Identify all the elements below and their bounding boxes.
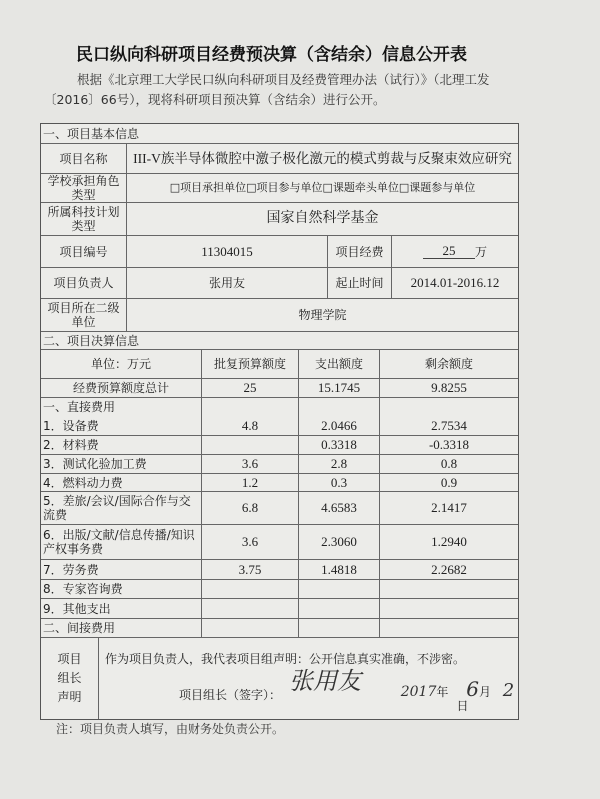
total-budget: 25	[201, 379, 298, 397]
remaining-cell: 0.9	[379, 474, 518, 491]
label-dept: 项目所在二级单位	[47, 301, 120, 329]
col-header: 批复预算额度	[201, 350, 298, 378]
budget-cell	[201, 599, 298, 618]
label-number: 项目编号	[59, 244, 108, 259]
project-name: III-V族半导体微腔中激子极化激元的模式剪裁与反聚束效应研究	[126, 144, 518, 173]
plan-value: 国家自然科学基金	[126, 203, 518, 235]
dept-value: 物理学院	[126, 299, 518, 331]
item-label: 3．测试化验加工费	[43, 457, 147, 471]
table-row	[41, 524, 518, 559]
label-project-name: 项目名称	[59, 151, 108, 166]
remaining-cell: 2.2682	[379, 560, 518, 579]
budget-cell: 4.8	[201, 416, 298, 435]
total-spent: 15.1745	[298, 379, 379, 397]
label-funds: 项目经费	[327, 236, 391, 267]
table-row	[41, 416, 518, 435]
spent-cell: 4.6583	[298, 492, 379, 524]
table-row	[41, 454, 518, 473]
project-number: 11304015	[126, 236, 327, 267]
budget-cell	[201, 436, 298, 454]
footnote: 注：项目负责人填写，由财务处负责公开。	[56, 722, 285, 736]
label-role: 学校承担角色类型	[47, 174, 120, 202]
remaining-cell: 2.7534	[379, 416, 518, 435]
budget-cell: 3.6	[201, 525, 298, 559]
leader-value: 张用友	[126, 268, 327, 298]
budget-cell: 1.2	[201, 474, 298, 491]
spent-cell: 2.0466	[298, 416, 379, 435]
funds-unit: 万	[474, 244, 487, 259]
item-label: 6．出版/文献/信息传播/知识产权事务费	[43, 528, 195, 556]
budget-cell: 6.8	[201, 492, 298, 524]
budget-cell: 3.6	[201, 455, 298, 473]
spent-cell: 0.3318	[298, 436, 379, 454]
table-row	[41, 559, 518, 579]
indirect-heading: 二、间接费用	[43, 621, 116, 635]
col-header: 支出额度	[298, 350, 379, 378]
budget-cell	[201, 580, 298, 598]
total-remaining: 9.8255	[379, 379, 518, 397]
declaration-label: 项目组长声明	[57, 652, 82, 704]
item-label: 4．燃料动力费	[43, 475, 123, 490]
item-label: 2．材料费	[43, 438, 99, 452]
col-header: 单位：万元	[90, 357, 151, 371]
intro-paragraph: 根据《北京理工大学民口纵向科研项目及经费管理办法（试行）》（北理工发〔2016〕66号），现将科研项目预决算（含结余）进行公开。	[44, 72, 490, 107]
handwritten-signature: 张用友	[289, 667, 361, 695]
funds-value: 25	[423, 244, 475, 259]
role-value: □项目承担单位□项目参与单位□课题牵头单位□课题参与单位	[126, 174, 518, 202]
spent-cell: 2.3060	[298, 525, 379, 559]
label-plan: 所属科技计划类型	[47, 205, 120, 233]
spent-cell: 0.3	[298, 474, 379, 491]
spent-cell: 1.4818	[298, 560, 379, 579]
remaining-cell: 0.8	[379, 455, 518, 473]
sign-label: 项目组长（签字）：	[179, 688, 282, 702]
table-row	[41, 473, 518, 491]
period-value: 2014.01-2016.12	[391, 268, 518, 298]
remaining-cell: -0.3318	[379, 436, 518, 454]
spent-cell	[298, 599, 379, 618]
total-label: 经费预算额度总计	[72, 381, 169, 395]
spent-cell: 2.8	[298, 455, 379, 473]
item-label: 1．设备费	[43, 418, 99, 433]
item-label: 7．劳务费	[43, 562, 99, 577]
declaration-text: 作为项目负责人，我代表项目组声明：公开信息真实准确，不涉密。	[105, 652, 466, 666]
item-label: 5．差旅/会议/国际合作与交流费	[43, 494, 191, 522]
remaining-cell: 1.2940	[379, 525, 518, 559]
section-heading: 一、项目基本信息	[43, 126, 140, 141]
item-label: 8．专家咨询费	[43, 582, 123, 596]
disclosure-table	[40, 123, 519, 720]
spent-cell	[298, 580, 379, 598]
label-leader: 项目负责人	[53, 276, 114, 290]
direct-heading: 一、直接费用	[43, 400, 116, 414]
table-row	[41, 435, 518, 454]
item-label: 9．其他支出	[43, 601, 111, 616]
section-heading: 二、项目决算信息	[43, 333, 140, 348]
remaining-cell: 2.1417	[379, 492, 518, 524]
table-row	[41, 491, 518, 524]
remaining-cell	[379, 599, 518, 618]
remaining-cell	[379, 580, 518, 598]
label-period: 起止时间	[327, 268, 391, 298]
sign-date: 2017年 6月 2日	[400, 677, 515, 713]
col-header: 剩余额度	[379, 350, 518, 378]
budget-cell: 3.75	[201, 560, 298, 579]
table-row	[41, 598, 518, 618]
table-row	[41, 579, 518, 598]
page-title: 民口纵向科研项目经费预决算（含结余）信息公开表	[76, 45, 467, 65]
